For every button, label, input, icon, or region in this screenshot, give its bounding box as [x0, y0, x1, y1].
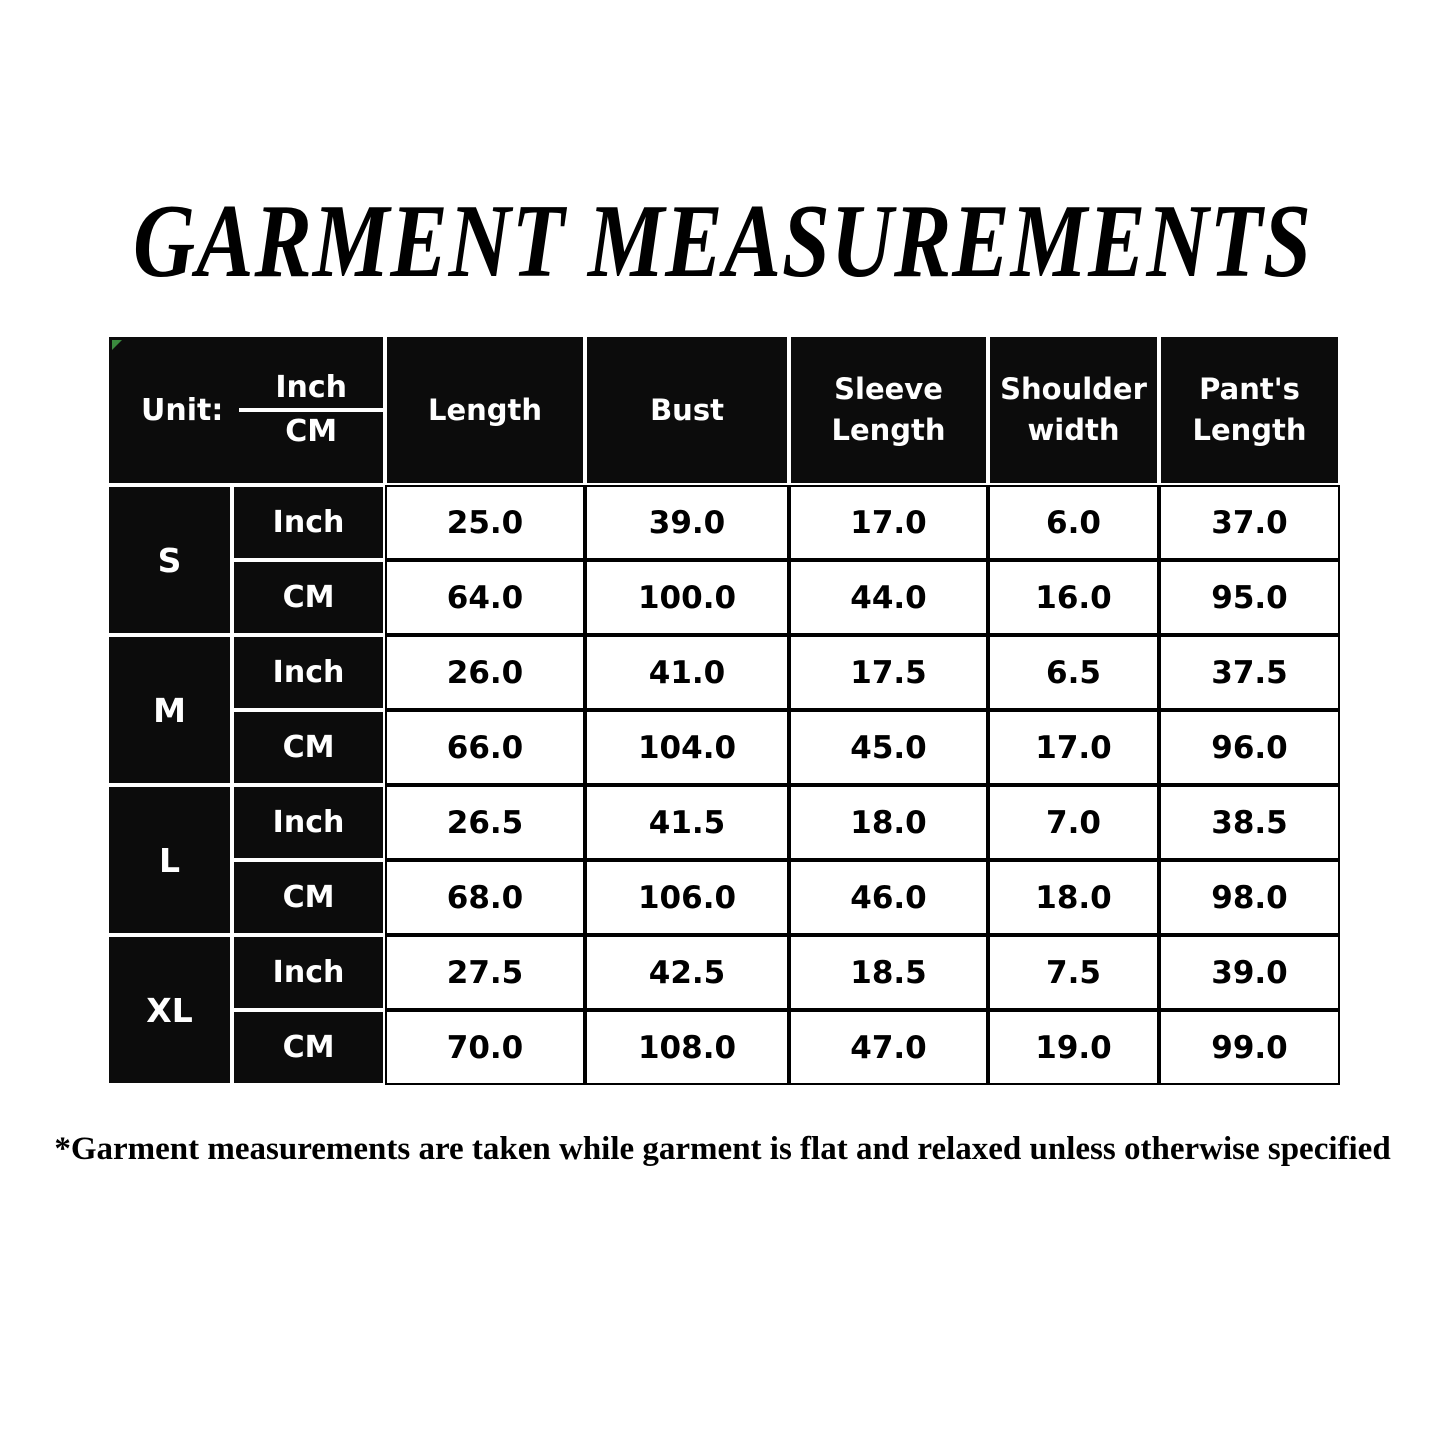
unit-xl-cm-label: CM: [232, 1010, 385, 1085]
size-s-label: S: [107, 485, 232, 635]
unit-fraction: [239, 371, 383, 450]
value-s-inch-bust: 39.0: [585, 485, 789, 560]
value-xl-cm-sleeve-length: 47.0: [789, 1010, 988, 1085]
value-s-inch-length: 25.0: [385, 485, 585, 560]
value-s-cm-bust: 100.0: [585, 560, 789, 635]
value-xl-cm-shoulder-width: 19.0: [988, 1010, 1159, 1085]
value-s-inch-shoulder-width: 6.0: [988, 485, 1159, 560]
row-xl-cm: [107, 1010, 1340, 1085]
value-l-cm-shoulder-width: 18.0: [988, 860, 1159, 935]
table-body: [107, 485, 1340, 1085]
unit-cm-label: CM: [285, 414, 338, 449]
unit-inch-label: Inch: [275, 369, 348, 405]
value-m-cm-sleeve-length: 45.0: [789, 710, 988, 785]
value-l-inch-pant-s-length: 38.5: [1159, 785, 1340, 860]
unit-s-cm-label: CM: [232, 560, 385, 635]
value-m-cm-length: 66.0: [385, 710, 585, 785]
column-header-length: Length: [385, 335, 585, 485]
column-header-pants-length: Pant's Length: [1159, 335, 1340, 485]
value-s-cm-length: 64.0: [385, 560, 585, 635]
value-xl-cm-pant-s-length: 99.0: [1159, 1010, 1340, 1085]
value-l-cm-pant-s-length: 98.0: [1159, 860, 1340, 935]
value-l-cm-bust: 106.0: [585, 860, 789, 935]
unit-l-inch-label: Inch: [232, 785, 385, 860]
value-xl-cm-length: 70.0: [385, 1010, 585, 1085]
value-l-cm-sleeve-length: 46.0: [789, 860, 988, 935]
row-m-cm: [107, 710, 1340, 785]
value-m-cm-pant-s-length: 96.0: [1159, 710, 1340, 785]
value-l-inch-shoulder-width: 7.0: [988, 785, 1159, 860]
footnote: *Garment measurements are taken while garment is flat and relaxed unless otherwise specified: [54, 1131, 1391, 1167]
value-xl-inch-sleeve-length: 18.5: [789, 935, 988, 1010]
header-row: [107, 335, 1340, 485]
value-s-inch-pant-s-length: 37.0: [1159, 485, 1340, 560]
unit-m-inch-label: Inch: [232, 635, 385, 710]
value-m-inch-shoulder-width: 6.5: [988, 635, 1159, 710]
value-s-cm-shoulder-width: 16.0: [988, 560, 1159, 635]
page-title: GARMENT MEASUREMENTS: [133, 181, 1312, 300]
value-s-inch-sleeve-length: 17.0: [789, 485, 988, 560]
row-m-inch: [107, 635, 1340, 710]
column-header-bust: Bust: [585, 335, 789, 485]
row-s-inch: [107, 485, 1340, 560]
value-xl-inch-length: 27.5: [385, 935, 585, 1010]
row-l-cm: [107, 860, 1340, 935]
unit-xl-inch-label: Inch: [232, 935, 385, 1010]
value-m-inch-pant-s-length: 37.5: [1159, 635, 1340, 710]
table-header: [107, 335, 1340, 485]
value-l-inch-bust: 41.5: [585, 785, 789, 860]
unit-m-cm-label: CM: [232, 710, 385, 785]
size-xl-label: XL: [107, 935, 232, 1085]
value-l-inch-sleeve-length: 18.0: [789, 785, 988, 860]
value-s-cm-pant-s-length: 95.0: [1159, 560, 1340, 635]
value-m-cm-shoulder-width: 17.0: [988, 710, 1159, 785]
fraction-divider: [239, 408, 383, 412]
column-header-shoulder-width: Shoulder width: [988, 335, 1159, 485]
unit-header-content: [109, 371, 383, 450]
unit-header-cell: [107, 335, 385, 485]
value-m-inch-length: 26.0: [385, 635, 585, 710]
value-xl-inch-bust: 42.5: [585, 935, 789, 1010]
row-l-inch: [107, 785, 1340, 860]
cell-corner-marker-icon: [112, 340, 122, 350]
unit-l-cm-label: CM: [232, 860, 385, 935]
column-header-sleeve-length: Sleeve Length: [789, 335, 988, 485]
value-l-inch-length: 26.5: [385, 785, 585, 860]
unit-label: Unit:: [141, 392, 224, 428]
value-xl-inch-pant-s-length: 39.0: [1159, 935, 1340, 1010]
unit-s-inch-label: Inch: [232, 485, 385, 560]
row-xl-inch: [107, 935, 1340, 1010]
value-s-cm-sleeve-length: 44.0: [789, 560, 988, 635]
value-l-cm-length: 68.0: [385, 860, 585, 935]
row-s-cm: [107, 560, 1340, 635]
garment-measurements-table: [107, 335, 1340, 1085]
size-m-label: M: [107, 635, 232, 785]
value-xl-cm-bust: 108.0: [585, 1010, 789, 1085]
value-xl-inch-shoulder-width: 7.5: [988, 935, 1159, 1010]
value-m-inch-bust: 41.0: [585, 635, 789, 710]
value-m-cm-bust: 104.0: [585, 710, 789, 785]
size-l-label: L: [107, 785, 232, 935]
value-m-inch-sleeve-length: 17.5: [789, 635, 988, 710]
